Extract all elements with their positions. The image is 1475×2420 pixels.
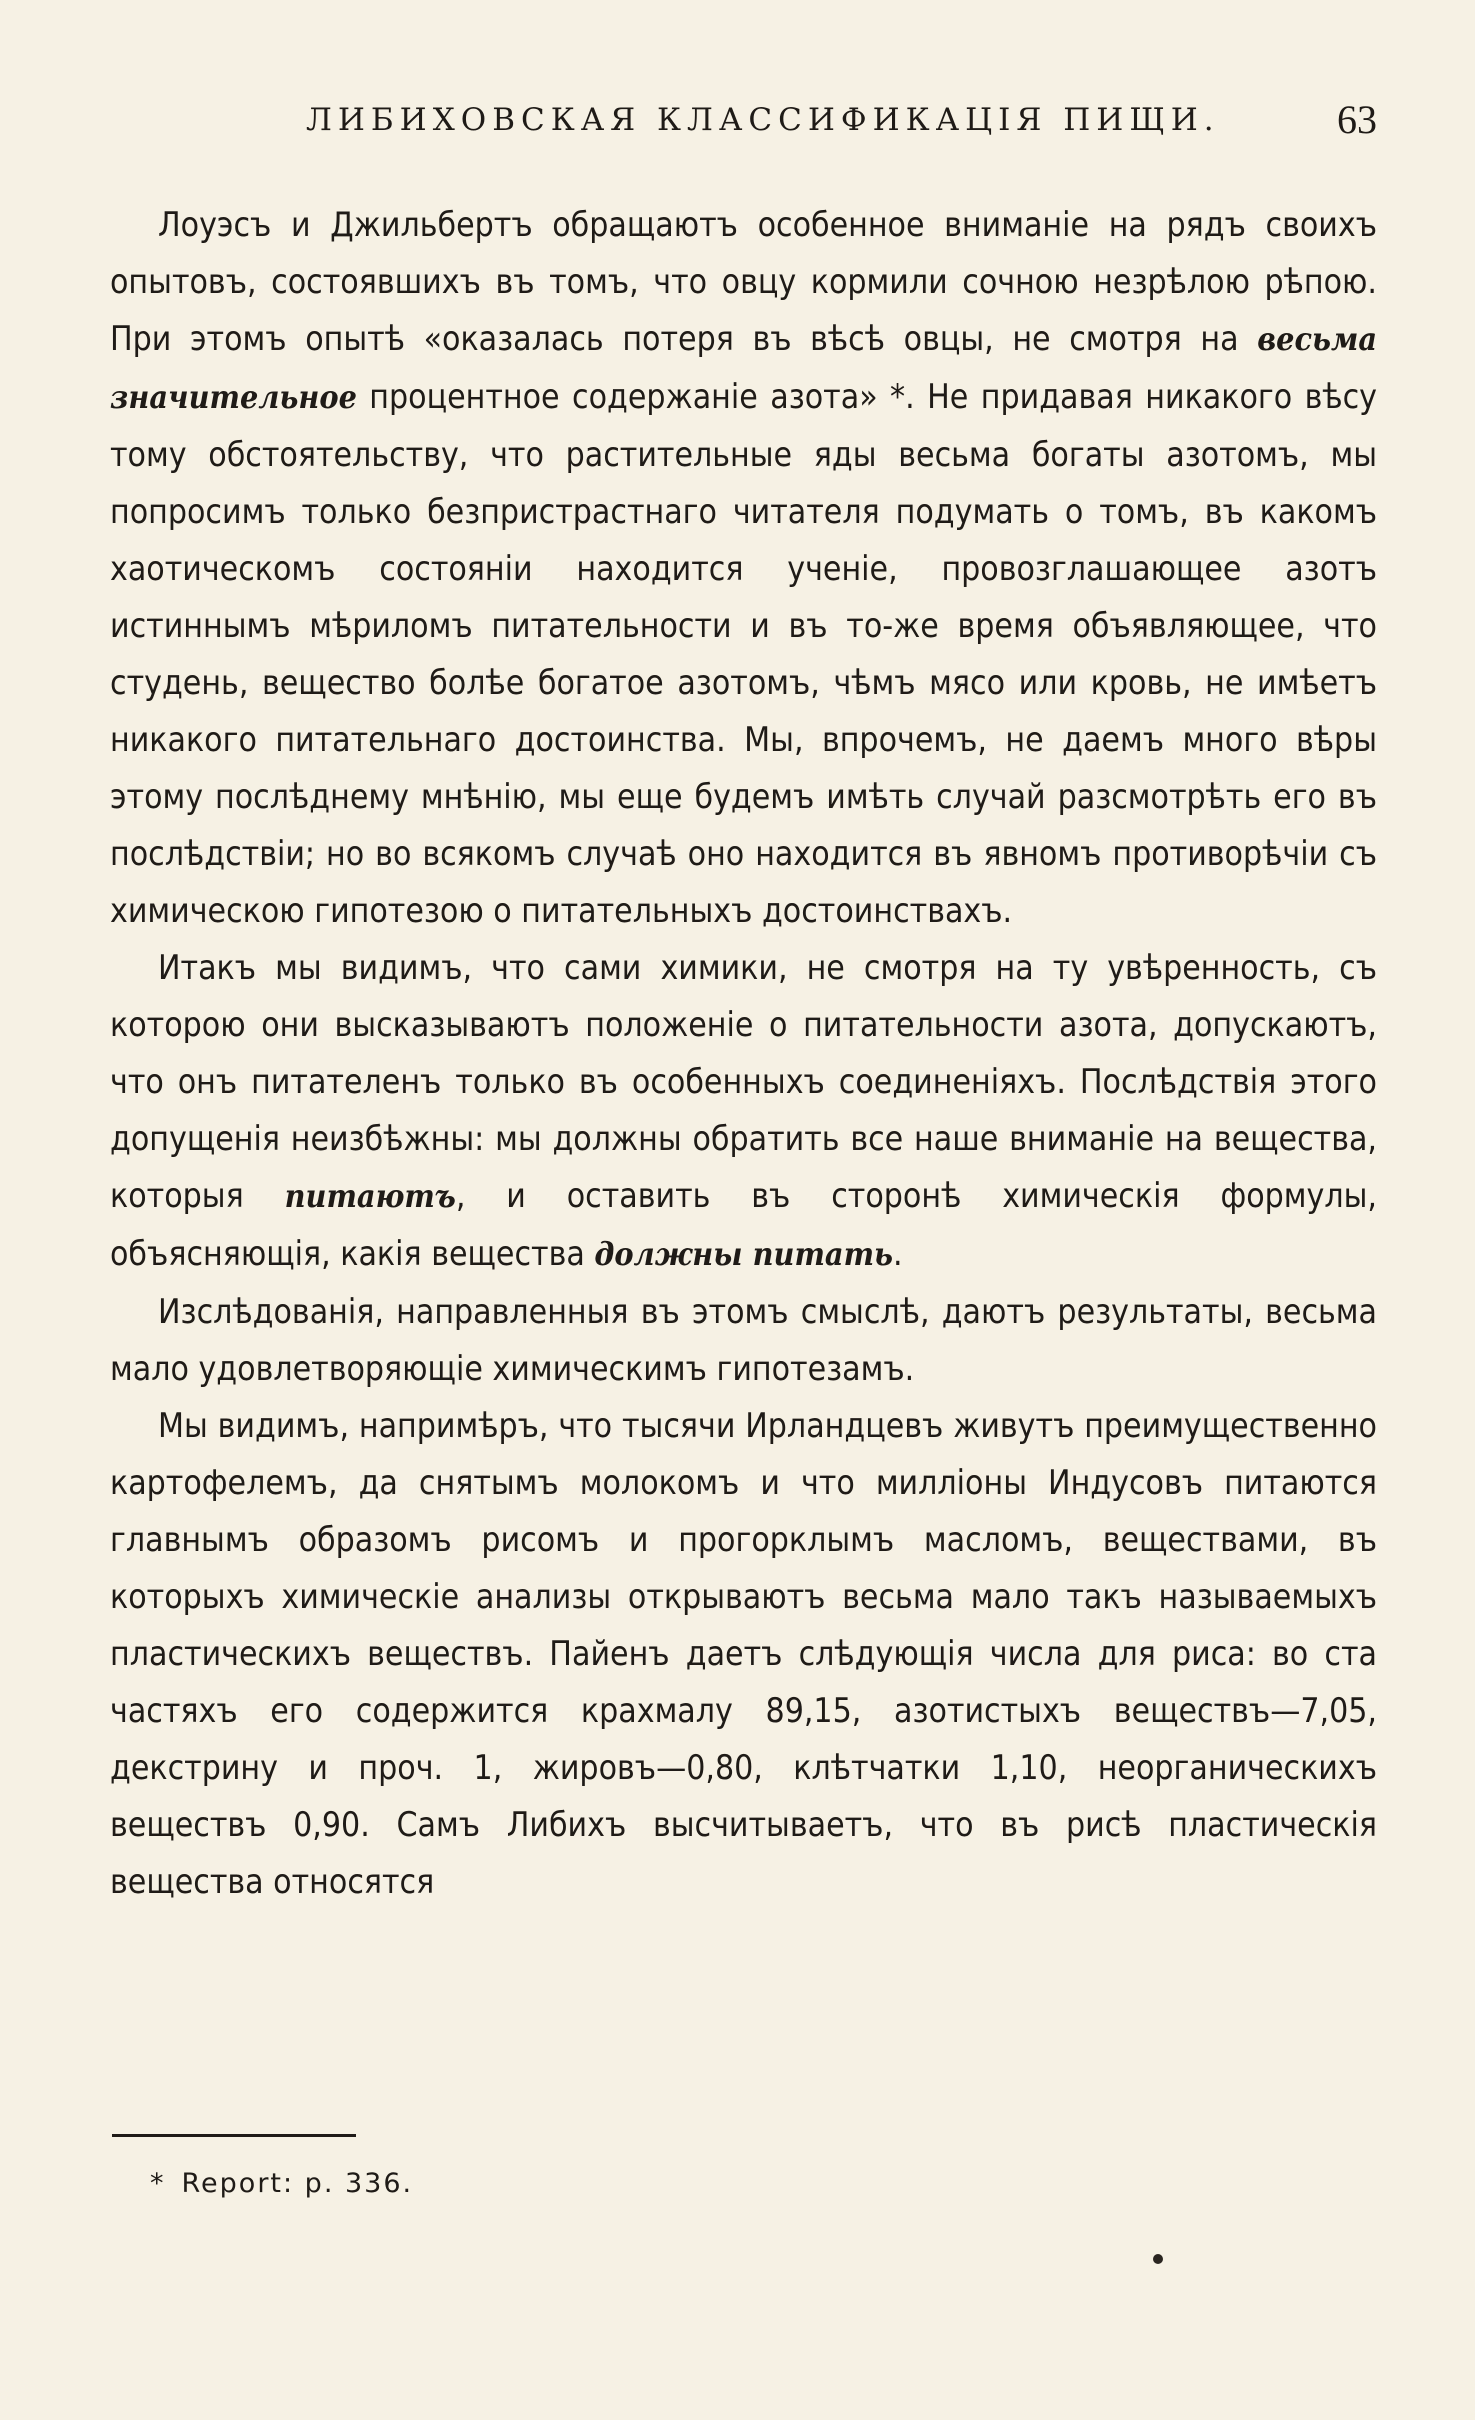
paragraph-4: Мы видимъ, напримѣръ, что тысячи Ирландцевъ живутъ преимущественно картофелемъ, да снятымъ молокомъ и что милліоны Индусовъ питаются главнымъ образомъ рисомъ и прогорклымъ масломъ, веществами, въ которыхъ химическіе анализы открываютъ весьма мало такъ называемыхъ пластическихъ веществъ. Пайенъ даетъ слѣдующія числа для риса: во ста частяхъ его содержится крахмалу 89,15, азотистыхъ веществъ—7,05, декстрину и проч. 1, жировъ—0,80, клѣтчатки 1,10, неорганическихъ веществъ 0,90. Самъ Либихъ высчитываетъ, что въ рисѣ пластическія вещества относятся [110,1406,1377,1901]
italic-emphasis: питаютъ [284,1177,456,1215]
paragraph-2-text-a: Итакъ мы видимъ, что сами химики, не смотря на ту увѣренность, съ которою они высказываютъ положеніе о питательности азота, допускаютъ, что онъ питателенъ только въ особенныхъ соединеніяхъ. Послѣдствія этого допущенія неизбѣжны: мы должны обратить все наше вниманіе на вещества, которыя [110,948,1377,1215]
main-text [110,196,1377,1910]
paragraph-1-text-b: процентное содержаніе азота» *. Не придавая никакого вѣсу тому обстоятельству, что растительные яды весьма богаты азотомъ, мы попросимъ только безпристрастнаго читателя подумать о томъ, въ какомъ хаотическомъ состояніи находится ученіе, провозглашающее азотъ истиннымъ мѣриломъ питательности и въ то-же время объявляющее, что студень, вещество болѣе богатое азотомъ, чѣмъ мясо или кровь, не имѣетъ никакого питательнаго достоинства. Мы, впрочемъ, не даемъ много вѣры этому послѣднему мнѣнію, мы еще будемъ имѣть случай разсмотрѣть его въ послѣдствіи; но во всякомъ случаѣ оно находится въ явномъ противорѣчіи съ химическою гипотезою о питательныхъ достоинствахъ. [110,377,1377,930]
paragraph-1 [110,196,1377,939]
paragraph-2 [110,939,1377,1283]
paragraph-2-text-c: . [893,1234,903,1273]
italic-emphasis: весьма значительное [110,320,1377,416]
footnote-mark: * [150,2168,166,2199]
footnote-rule [112,2134,356,2137]
italic-emphasis: должны питать [594,1235,894,1273]
running-title: ЛИБИХОВСКАЯ КЛАССИФИКАЦІЯ ПИЩИ. [306,102,1220,138]
footnote [150,2168,413,2199]
page-header [306,96,1377,148]
paragraph-1-text-a: Лоуэсъ и Джильбертъ обращаютъ особенное вниманіе на рядъ своихъ опытовъ, состоявшихъ въ томъ, что овцу кормили сочною незрѣлою рѣпою. При этомъ опытѣ «оказалась потеря въ вѣсѣ овцы, не смотря на [110,205,1377,358]
paragraph-2-text-b: , и оставить въ сторонѣ химическія формулы, объясняющія, какія вещества [110,1176,1377,1273]
paragraph-3: Изслѣдованія, направленныя въ этомъ смыслѣ, даютъ результаты, весьма мало удовлетворяющіе химическимъ гипотезамъ. [110,1292,1377,1388]
ink-dot [1153,2254,1163,2264]
footnote-text: Report: p. 336. [181,2168,414,2199]
page-number: 63 [1337,97,1377,142]
